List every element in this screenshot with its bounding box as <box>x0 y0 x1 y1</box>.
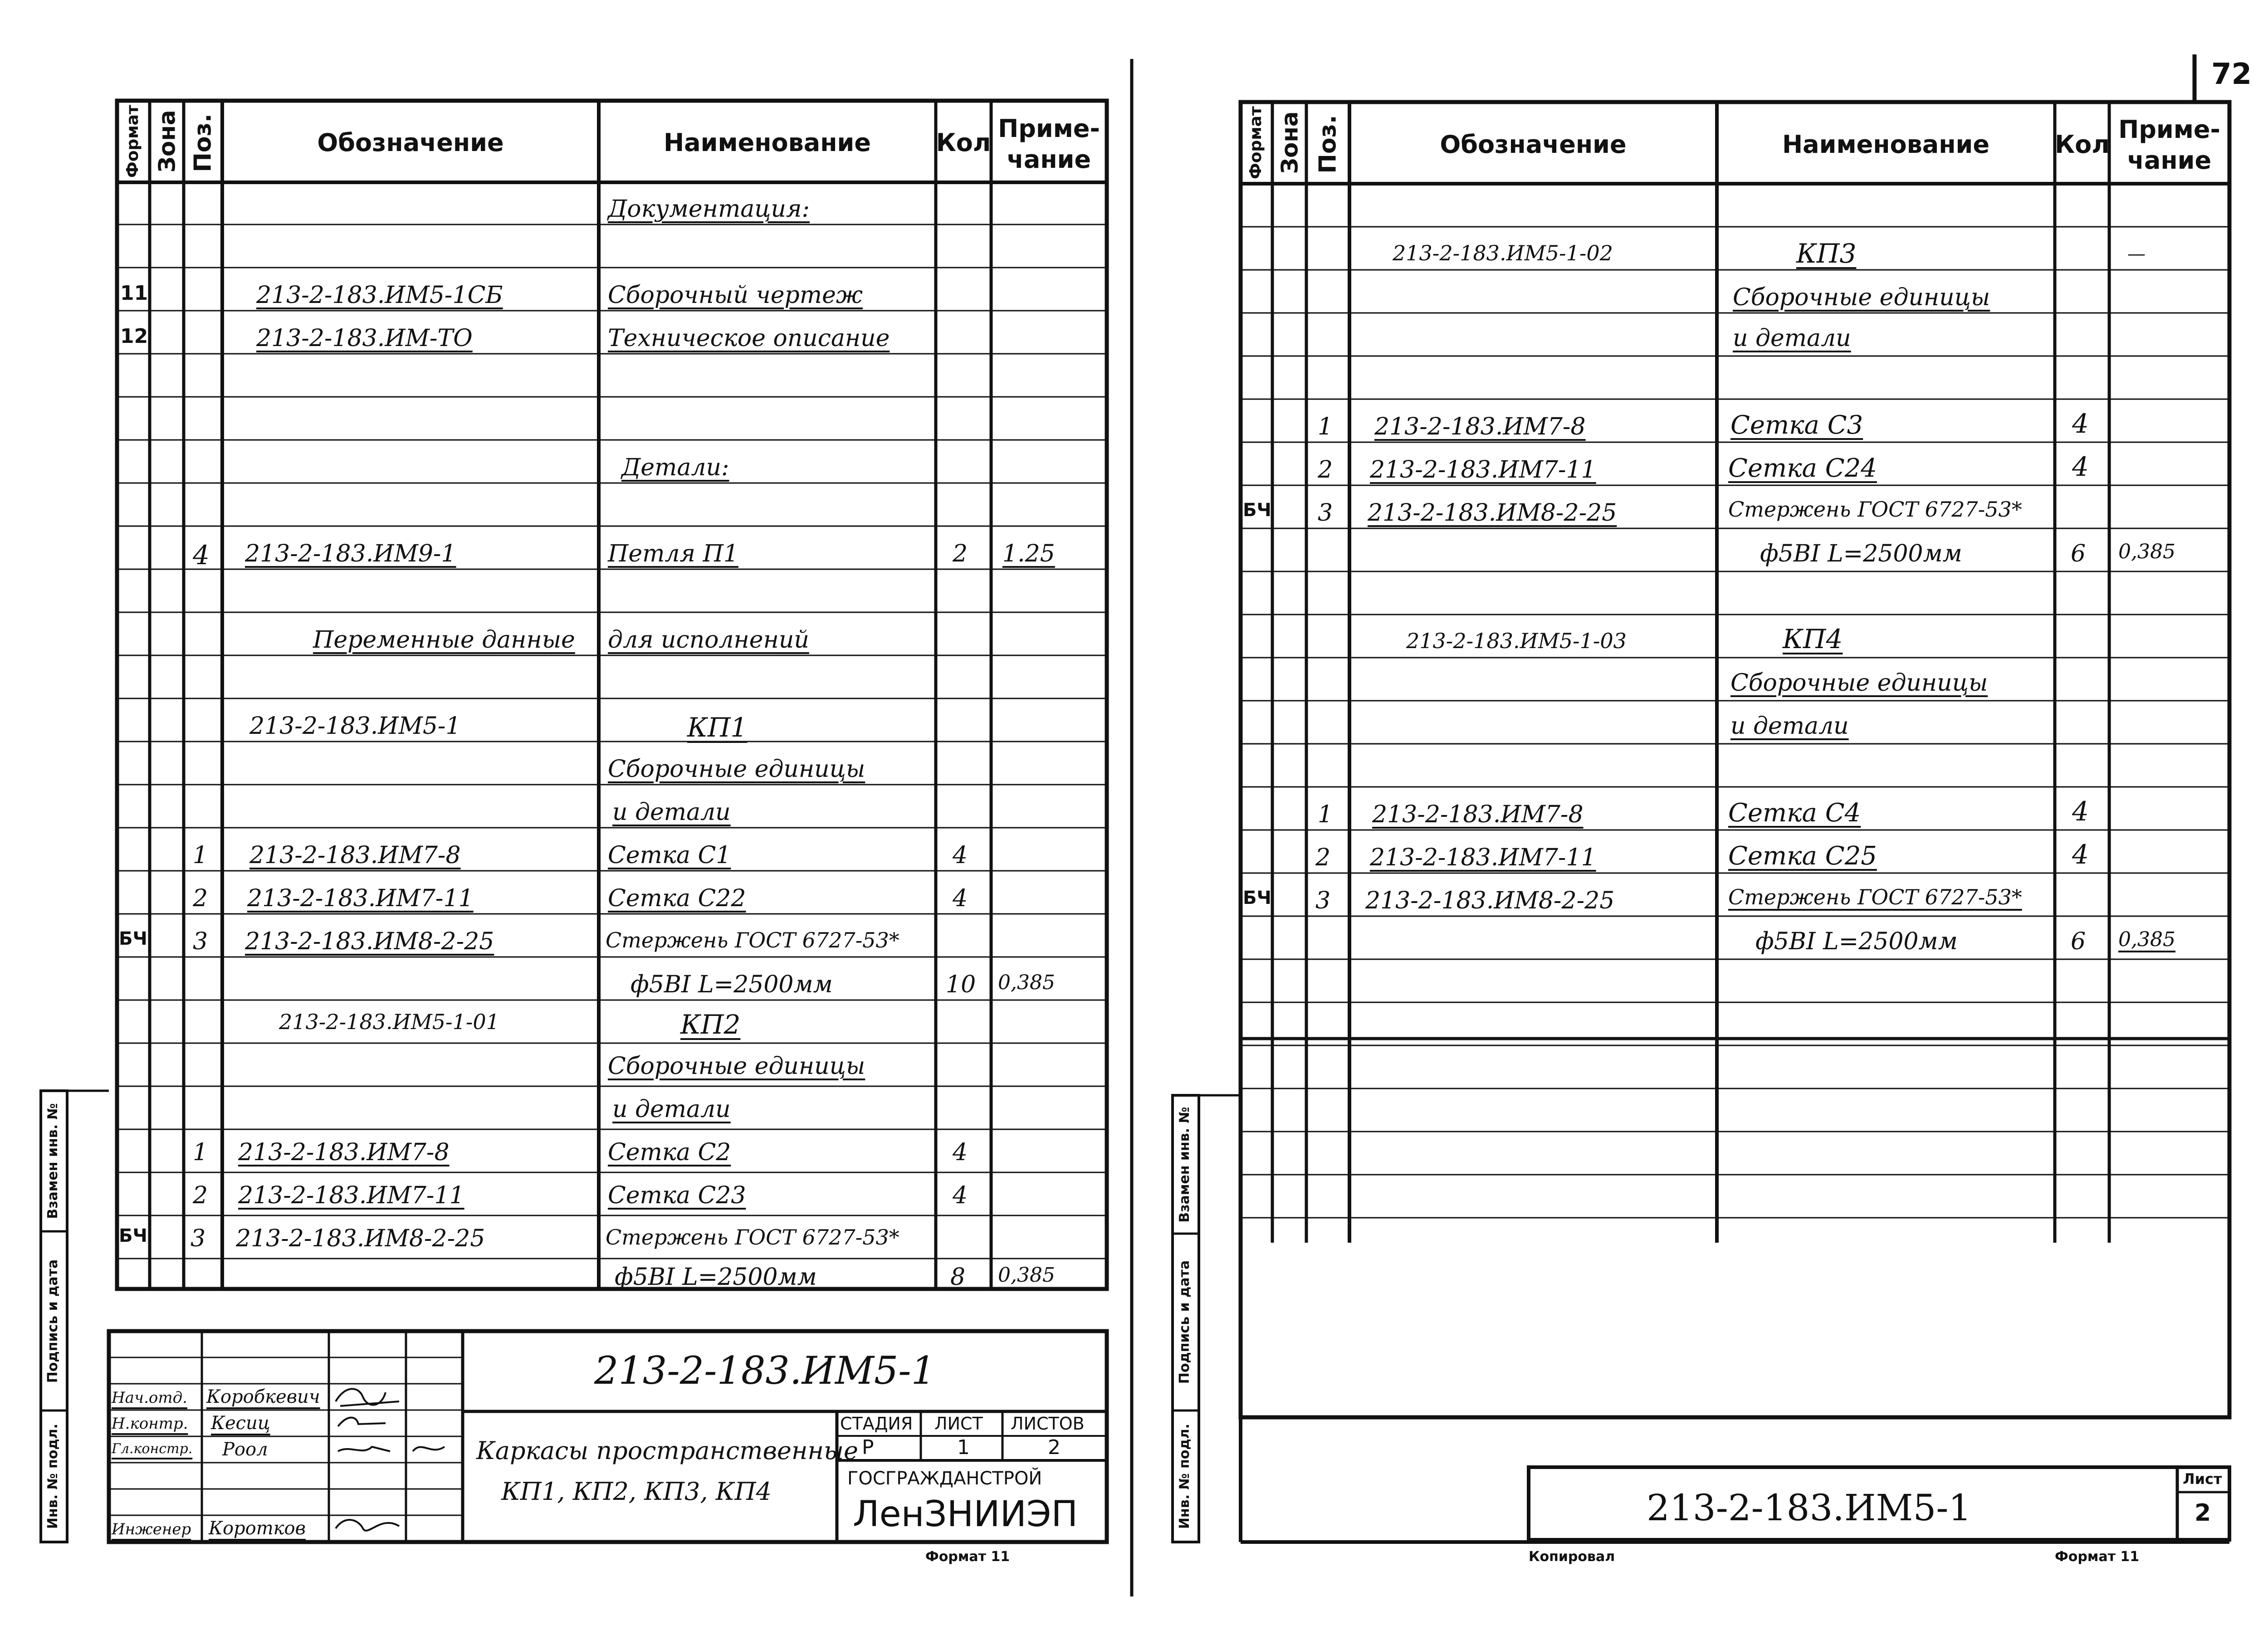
spec-position: 3 <box>1315 887 1331 914</box>
spec-qty: 8 <box>950 1264 966 1291</box>
title-block-subtitle: КП1, КП2, КП3, КП4 <box>501 1477 772 1506</box>
spec-section-heading: Документация: <box>608 195 810 223</box>
signature-role: Инженер <box>112 1520 191 1538</box>
spec-note: 0,385 <box>2118 928 2175 951</box>
header-designation: Обозначение <box>1440 130 1627 159</box>
format-label: Формат 11 <box>925 1549 1010 1565</box>
organization-ministry: ГОСГРАЖДАНСТРОЙ <box>847 1468 1042 1489</box>
spec-variant-heading: для исполнений <box>608 626 809 654</box>
spec-designation: 213-2-183.ИМ7-8 <box>1372 801 1584 828</box>
signature-person: Коробкевич <box>206 1386 320 1407</box>
spec-name: Сетка С1 <box>608 842 731 869</box>
spec-designation: 213-2-183.ИМ-ТО <box>256 325 473 352</box>
spec-name: Сборочные единицы <box>608 756 865 783</box>
spec-designation: 213-2-183.ИМ7-11 <box>238 1182 464 1209</box>
spec-name: Сетка С25 <box>1728 841 1877 871</box>
header-position: Поз. <box>189 113 217 172</box>
spec-name: Сборочные единицы <box>1730 669 1988 697</box>
spec-name: ф5ВI L=2500мм <box>1755 928 1958 955</box>
header-zone: Зона <box>154 110 181 173</box>
spec-format: БЧ <box>119 1225 147 1246</box>
spec-position: 1 <box>193 1139 208 1166</box>
spec-name: и детали <box>1733 325 1851 352</box>
side-stamp-replacement: Взамен инв. № <box>45 1103 61 1219</box>
header-format: Формат <box>1246 106 1265 179</box>
spec-position: 2 <box>1318 456 1333 483</box>
side-stamp-inventory: Инв. № подл. <box>1177 1423 1193 1529</box>
sheets-value: 2 <box>1048 1436 1061 1459</box>
spec-position: 1 <box>193 842 208 869</box>
sheet-label: Лист <box>2183 1470 2222 1488</box>
organization-institute: ЛенЗНИИЭП <box>853 1494 1078 1535</box>
spec-name: Сборочные единицы <box>1733 284 1990 311</box>
spec-qty: 6 <box>2071 540 2086 567</box>
spec-qty: 4 <box>953 1182 968 1209</box>
spec-position: 3 <box>191 1225 206 1252</box>
spec-name: Стержень ГОСТ 6727-53* <box>606 1225 899 1249</box>
spec-designation: 213-2-183.ИМ7-11 <box>1370 456 1596 483</box>
spec-name: Сетка С24 <box>1728 454 1877 483</box>
spec-qty: 4 <box>953 885 968 912</box>
title-block-doc-code: 213-2-183.ИМ5-1 <box>1647 1487 1972 1529</box>
spec-designation: 213-2-183.ИМ8-2-25 <box>1365 887 1615 914</box>
spec-note: — <box>2127 244 2146 264</box>
spec-qty: 4 <box>953 842 968 869</box>
signature-person: Роол <box>222 1439 268 1460</box>
spec-variant-code: КП1 <box>687 712 748 743</box>
header-format: Формат <box>123 105 142 178</box>
spec-designation: 213-2-183.ИМ5-1 <box>249 713 461 740</box>
spec-qty: 4 <box>2072 451 2089 482</box>
spec-name: Сетка С4 <box>1728 798 1861 828</box>
spec-position: 1 <box>1318 413 1333 440</box>
spec-designation: 213-2-183.ИМ9-1 <box>245 540 456 567</box>
spec-designation: 213-2-183.ИМ5-1СБ <box>256 282 503 309</box>
spec-name: Петля П1 <box>608 540 738 567</box>
spec-position: 1 <box>1318 801 1333 828</box>
spec-variant-code: КП3 <box>1796 238 1857 269</box>
sheet-value: 2 <box>2195 1499 2211 1527</box>
spec-name: Стержень ГОСТ 6727-53* <box>1728 885 2022 909</box>
header-note: Приме-чание <box>2118 115 2220 175</box>
spec-designation: 213-2-183.ИМ5-1-01 <box>279 1010 499 1034</box>
spec-name: Сетка С22 <box>608 885 746 912</box>
spec-format: БЧ <box>119 928 147 949</box>
spec-section-heading: Детали: <box>621 454 729 481</box>
header-qty: Кол <box>936 128 991 157</box>
sheet-label: ЛИСТ <box>934 1414 983 1434</box>
spec-designation: 213-2-183.ИМ5-1-02 <box>1393 241 1613 265</box>
spec-designation: 213-2-183.ИМ8-2-25 <box>1368 499 1617 527</box>
side-stamp-inventory: Инв. № подл. <box>45 1423 61 1529</box>
page-number: 72 <box>2211 58 2252 91</box>
spec-note: 0,385 <box>998 1264 1055 1287</box>
signature-role: Гл.констр. <box>112 1441 193 1457</box>
header-zone: Зона <box>1276 111 1303 174</box>
header-qty: Кол <box>2055 130 2110 159</box>
spec-position: 2 <box>193 885 208 912</box>
signature-person: Кесиц <box>211 1413 270 1434</box>
spec-name: Сетка С2 <box>608 1139 731 1166</box>
spec-designation: 213-2-183.ИМ7-8 <box>1374 413 1586 440</box>
spec-designation: 213-2-183.ИМ7-8 <box>238 1139 450 1166</box>
spec-variant-heading: Переменные данные <box>313 626 575 654</box>
stage-label: СТАДИЯ <box>840 1414 913 1434</box>
spec-format: 11 <box>120 282 148 305</box>
spec-name: ф5ВI L=2500мм <box>631 971 833 998</box>
spec-qty: 10 <box>946 971 976 998</box>
spec-name: Сетка С23 <box>608 1182 746 1209</box>
format-label: Формат 11 <box>2055 1549 2140 1565</box>
spec-qty: 4 <box>2072 408 2089 439</box>
spec-designation: 213-2-183.ИМ7-11 <box>247 885 474 912</box>
spec-position: 2 <box>1315 844 1331 871</box>
header-designation: Обозначение <box>317 128 504 157</box>
spec-name: Сборочные единицы <box>608 1053 865 1080</box>
side-stamp-signature-date: Подпись и дата <box>45 1259 61 1383</box>
spec-position: 2 <box>193 1182 208 1209</box>
spec-qty: 4 <box>2072 839 2089 870</box>
title-block-title: Каркасы пространственные <box>476 1436 858 1465</box>
header-name: Наименование <box>1782 130 1990 159</box>
signatures-drawing <box>331 1383 467 1540</box>
spec-name: ф5ВI L=2500мм <box>1760 540 1962 567</box>
spec-qty: 4 <box>2072 796 2089 827</box>
spec-designation: 213-2-183.ИМ8-2-25 <box>245 928 494 955</box>
header-name: Наименование <box>663 128 871 157</box>
spec-format: БЧ <box>1243 888 1271 908</box>
spec-designation: 213-2-183.ИМ5-1-03 <box>1406 629 1627 653</box>
spec-designation: 213-2-183.ИМ8-2-25 <box>236 1225 485 1252</box>
spec-designation: 213-2-183.ИМ7-11 <box>1370 844 1596 871</box>
signature-role: Н.контр. <box>112 1415 188 1433</box>
spec-name: и детали <box>1730 713 1849 740</box>
header-note: Приме-чание <box>998 114 1100 174</box>
spec-name: Сетка С3 <box>1730 410 1863 440</box>
spec-position: 4 <box>193 540 210 571</box>
title-block-doc-code: 213-2-183.ИМ5-1 <box>594 1348 936 1393</box>
spec-format: 12 <box>120 325 148 348</box>
spec-qty: 4 <box>953 1139 968 1166</box>
spec-name: Стержень ГОСТ 6727-53* <box>1728 497 2022 522</box>
side-stamp-signature-date: Подпись и дата <box>1177 1260 1193 1384</box>
spec-variant-code: КП4 <box>1783 624 1843 654</box>
spec-name: Сборочный чертеж <box>608 282 863 309</box>
spec-note: 0,385 <box>998 971 1055 994</box>
spec-designation: 213-2-183.ИМ7-8 <box>249 842 461 869</box>
signature-person: Коротков <box>209 1518 306 1539</box>
signature-role: Нач.отд. <box>112 1389 187 1407</box>
side-stamp-replacement: Взамен инв. № <box>1177 1107 1193 1223</box>
spec-name: Стержень ГОСТ 6727-53* <box>606 928 899 952</box>
spec-format: БЧ <box>1243 500 1271 521</box>
copied-label: Копировал <box>1529 1549 1615 1565</box>
spec-note: 0,385 <box>2118 540 2175 563</box>
spec-position: 3 <box>193 928 208 955</box>
spec-name: и детали <box>612 1096 731 1123</box>
sheet-value: 1 <box>957 1436 970 1459</box>
spec-note: 1.25 <box>1002 540 1055 567</box>
spec-qty: 2 <box>953 540 968 567</box>
spec-qty: 6 <box>2071 928 2086 955</box>
sheets-label: ЛИСТОВ <box>1011 1414 1085 1434</box>
spec-name: ф5ВI L=2500мм <box>615 1264 817 1291</box>
spec-name: Техническое описание <box>608 325 890 352</box>
header-position: Поз. <box>1314 115 1342 174</box>
stage-value: Р <box>862 1436 874 1459</box>
spec-name: и детали <box>612 799 731 826</box>
spec-position: 3 <box>1318 499 1333 527</box>
spec-variant-code: КП2 <box>680 1009 741 1040</box>
